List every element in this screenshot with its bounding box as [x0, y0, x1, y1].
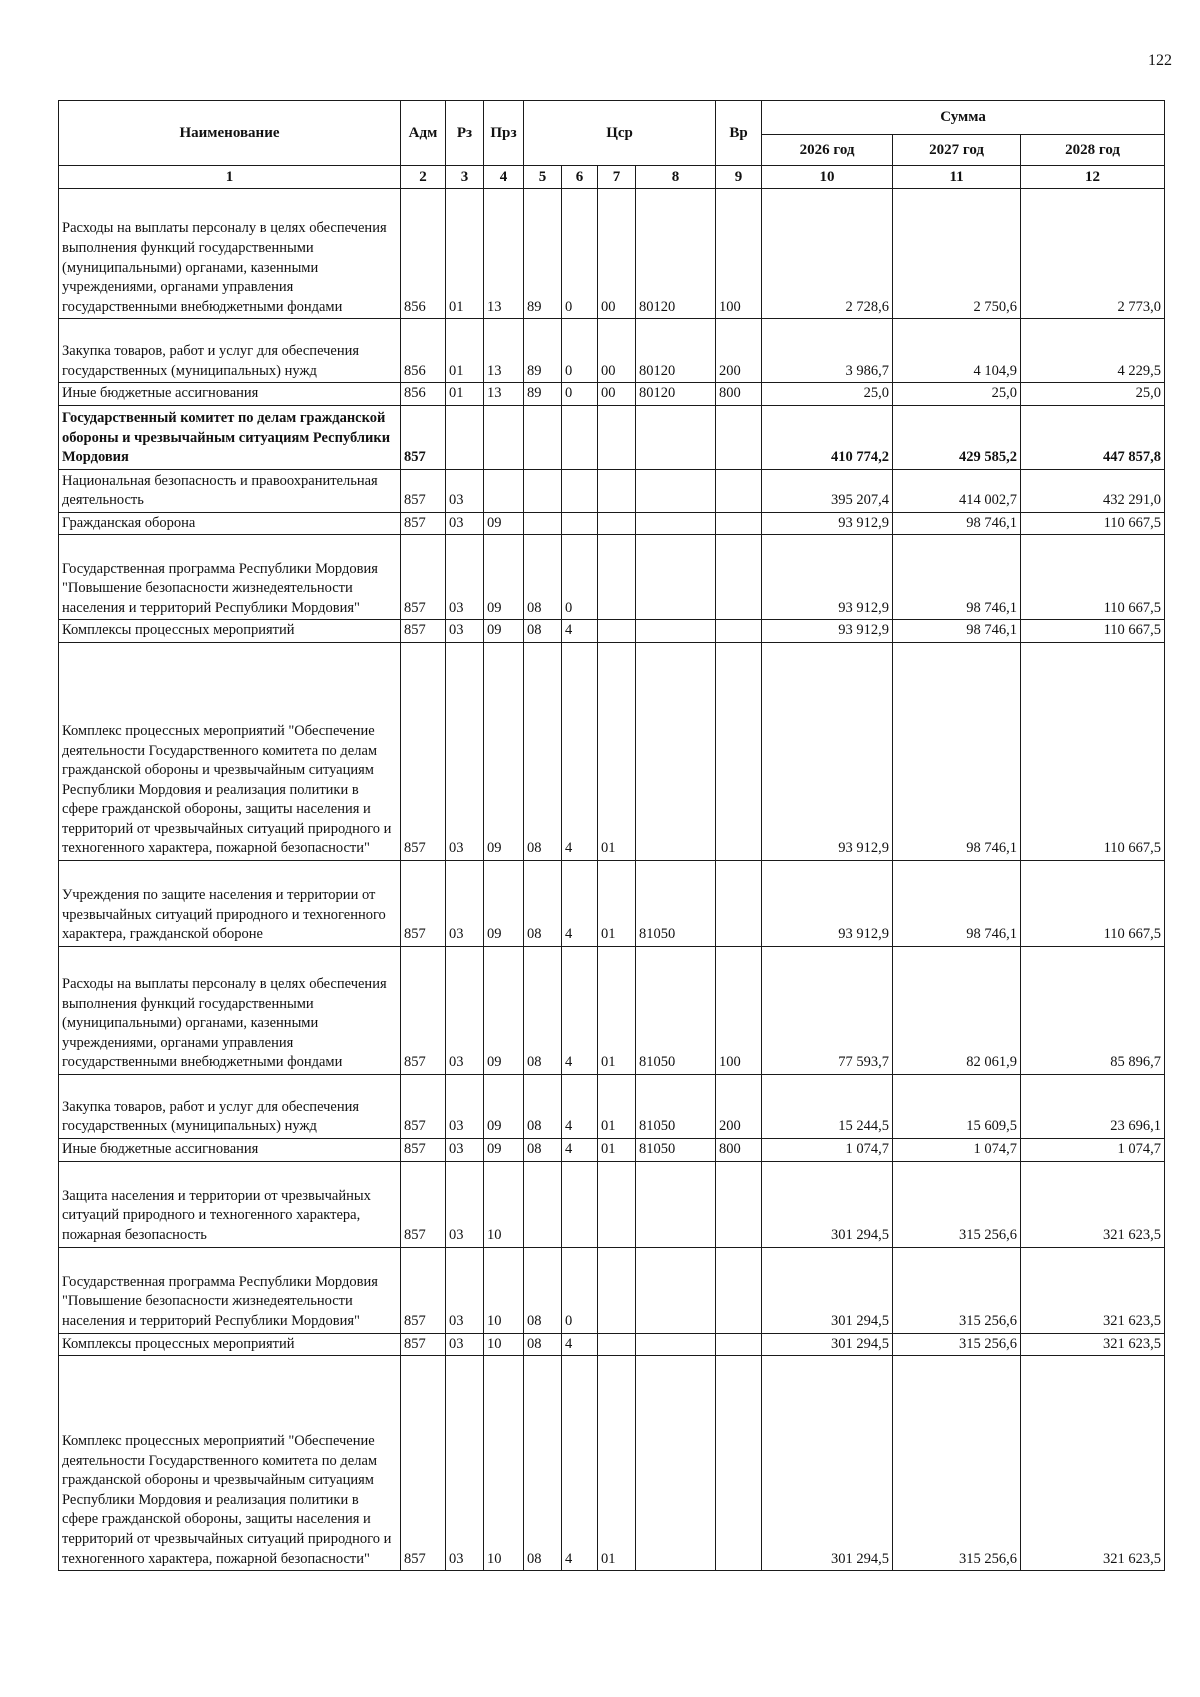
row-rz: 03 — [446, 946, 484, 1074]
row-adm: 857 — [401, 469, 446, 512]
row-sum-2028: 25,0 — [1021, 383, 1165, 406]
row-csr-part-4: 81050 — [636, 860, 716, 946]
row-sum-2028: 2 773,0 — [1021, 189, 1165, 319]
row-rz: 01 — [446, 319, 484, 383]
row-name: Защита населения и территории от чрезвычайных ситуаций природного и техногенного характера, пожарная безопасность — [59, 1161, 401, 1247]
row-csr-part-4 — [636, 1161, 716, 1247]
row-csr-part-3 — [598, 1247, 636, 1333]
table-row — [59, 642, 1165, 860]
row-vr — [716, 469, 762, 512]
row-sum-2027: 429 585,2 — [893, 405, 1021, 469]
row-vr: 100 — [716, 189, 762, 319]
row-csr-part-2: 0 — [562, 535, 598, 620]
table-row — [59, 383, 1165, 406]
row-csr-part-4 — [636, 535, 716, 620]
table-row — [59, 319, 1165, 383]
row-sum-2028: 321 623,5 — [1021, 1356, 1165, 1571]
row-prz: 09 — [484, 1074, 524, 1138]
row-csr-part-1: 08 — [524, 1074, 562, 1138]
row-name: Государственная программа Республики Мордовия "Повышение безопасности жизнедеятельности населения и территорий Республики Мордовия" — [59, 1247, 401, 1333]
row-adm: 857 — [401, 1074, 446, 1138]
row-csr-part-2: 4 — [562, 642, 598, 860]
column-number: 8 — [636, 166, 716, 189]
row-csr-part-3: 01 — [598, 946, 636, 1074]
table-row — [59, 860, 1165, 946]
row-csr-part-2: 0 — [562, 319, 598, 383]
row-sum-2028: 432 291,0 — [1021, 469, 1165, 512]
row-sum-2026: 410 774,2 — [762, 405, 893, 469]
row-csr-part-1: 89 — [524, 383, 562, 406]
row-csr-part-2: 4 — [562, 620, 598, 643]
row-adm: 856 — [401, 383, 446, 406]
row-csr-part-1 — [524, 405, 562, 469]
row-csr-part-1: 08 — [524, 535, 562, 620]
row-prz: 09 — [484, 1138, 524, 1161]
row-sum-2027: 82 061,9 — [893, 946, 1021, 1074]
row-sum-2027: 25,0 — [893, 383, 1021, 406]
row-vr: 200 — [716, 319, 762, 383]
column-number: 11 — [893, 166, 1021, 189]
row-prz: 13 — [484, 319, 524, 383]
row-csr-part-4 — [636, 620, 716, 643]
row-sum-2026: 301 294,5 — [762, 1333, 893, 1356]
row-vr — [716, 1247, 762, 1333]
row-sum-2028: 23 696,1 — [1021, 1074, 1165, 1138]
row-csr-part-2: 4 — [562, 1356, 598, 1571]
row-sum-2027: 414 002,7 — [893, 469, 1021, 512]
row-name: Государственная программа Республики Мордовия "Повышение безопасности жизнедеятельности населения и территорий Республики Мордовия" — [59, 535, 401, 620]
row-csr-part-2: 0 — [562, 189, 598, 319]
row-csr-part-2: 4 — [562, 1074, 598, 1138]
row-name: Комплексы процессных мероприятий — [59, 1333, 401, 1356]
row-rz: 03 — [446, 1247, 484, 1333]
header-adm: Адм — [401, 101, 446, 166]
row-sum-2028: 85 896,7 — [1021, 946, 1165, 1074]
row-csr-part-4 — [636, 642, 716, 860]
row-csr-part-1: 08 — [524, 1138, 562, 1161]
row-csr-part-3: 00 — [598, 319, 636, 383]
row-csr-part-4 — [636, 1356, 716, 1571]
column-number: 7 — [598, 166, 636, 189]
row-rz: 01 — [446, 383, 484, 406]
row-sum-2026: 3 986,7 — [762, 319, 893, 383]
row-sum-2026: 2 728,6 — [762, 189, 893, 319]
row-csr-part-3: 00 — [598, 189, 636, 319]
row-csr-part-1 — [524, 512, 562, 535]
row-sum-2026: 15 244,5 — [762, 1074, 893, 1138]
row-csr-part-1 — [524, 1161, 562, 1247]
row-csr-part-4: 80120 — [636, 189, 716, 319]
row-adm: 857 — [401, 405, 446, 469]
row-sum-2026: 93 912,9 — [762, 535, 893, 620]
row-csr-part-1: 08 — [524, 1333, 562, 1356]
row-sum-2028: 447 857,8 — [1021, 405, 1165, 469]
row-csr-part-2: 4 — [562, 1333, 598, 1356]
row-vr: 100 — [716, 946, 762, 1074]
row-sum-2027: 98 746,1 — [893, 535, 1021, 620]
column-number: 5 — [524, 166, 562, 189]
row-adm: 857 — [401, 512, 446, 535]
row-sum-2027: 315 256,6 — [893, 1247, 1021, 1333]
row-csr-part-3 — [598, 405, 636, 469]
row-vr — [716, 535, 762, 620]
table-row — [59, 535, 1165, 620]
row-csr-part-1: 08 — [524, 1247, 562, 1333]
header-year-2028: 2028 год — [1021, 135, 1165, 166]
row-vr — [716, 642, 762, 860]
row-vr — [716, 1356, 762, 1571]
row-prz: 10 — [484, 1161, 524, 1247]
row-adm: 857 — [401, 620, 446, 643]
column-number: 4 — [484, 166, 524, 189]
row-sum-2026: 395 207,4 — [762, 469, 893, 512]
header-prz: Прз — [484, 101, 524, 166]
row-adm: 857 — [401, 1356, 446, 1571]
row-adm: 857 — [401, 535, 446, 620]
row-name: Иные бюджетные ассигнования — [59, 383, 401, 406]
header-year-2026: 2026 год — [762, 135, 893, 166]
row-sum-2026: 93 912,9 — [762, 512, 893, 535]
row-csr-part-4 — [636, 1247, 716, 1333]
row-adm: 856 — [401, 319, 446, 383]
row-prz: 09 — [484, 535, 524, 620]
table-row — [59, 469, 1165, 512]
row-csr-part-3 — [598, 512, 636, 535]
header-row-1 — [59, 101, 1165, 135]
row-sum-2027: 98 746,1 — [893, 860, 1021, 946]
header-rz: Рз — [446, 101, 484, 166]
row-name: Национальная безопасность и правоохранительная деятельность — [59, 469, 401, 512]
row-name: Гражданская оборона — [59, 512, 401, 535]
row-csr-part-3 — [598, 469, 636, 512]
row-sum-2027: 98 746,1 — [893, 620, 1021, 643]
row-vr — [716, 405, 762, 469]
row-sum-2027: 1 074,7 — [893, 1138, 1021, 1161]
row-csr-part-3: 01 — [598, 1138, 636, 1161]
row-prz: 10 — [484, 1333, 524, 1356]
row-rz: 03 — [446, 1356, 484, 1571]
row-csr-part-1: 89 — [524, 189, 562, 319]
row-sum-2028: 110 667,5 — [1021, 512, 1165, 535]
row-name: Расходы на выплаты персоналу в целях обеспечения выполнения функций государственными (муниципальными) органами, казенными учреждениями, органами управления государственными внебюджетными фондами — [59, 189, 401, 319]
row-sum-2026: 301 294,5 — [762, 1247, 893, 1333]
row-prz: 13 — [484, 189, 524, 319]
row-sum-2028: 110 667,5 — [1021, 620, 1165, 643]
row-sum-2026: 301 294,5 — [762, 1161, 893, 1247]
table-row — [59, 1333, 1165, 1356]
row-csr-part-4: 81050 — [636, 1074, 716, 1138]
row-sum-2026: 93 912,9 — [762, 620, 893, 643]
header-csr: Цср — [524, 101, 716, 166]
row-rz: 03 — [446, 1074, 484, 1138]
row-csr-part-3: 01 — [598, 1356, 636, 1571]
row-sum-2028: 110 667,5 — [1021, 642, 1165, 860]
row-csr-part-3: 01 — [598, 642, 636, 860]
column-number: 12 — [1021, 166, 1165, 189]
row-csr-part-3: 01 — [598, 1074, 636, 1138]
row-csr-part-4 — [636, 1333, 716, 1356]
row-prz: 10 — [484, 1247, 524, 1333]
row-csr-part-1: 08 — [524, 946, 562, 1074]
row-csr-part-1 — [524, 469, 562, 512]
row-sum-2028: 321 623,5 — [1021, 1161, 1165, 1247]
row-csr-part-4: 80120 — [636, 319, 716, 383]
row-sum-2026: 25,0 — [762, 383, 893, 406]
page-number: 122 — [1148, 52, 1172, 69]
row-csr-part-4: 81050 — [636, 1138, 716, 1161]
table-row — [59, 1074, 1165, 1138]
row-sum-2026: 93 912,9 — [762, 860, 893, 946]
row-csr-part-2 — [562, 405, 598, 469]
table-row — [59, 620, 1165, 643]
budget-table — [58, 100, 1165, 1571]
row-sum-2027: 315 256,6 — [893, 1356, 1021, 1571]
row-rz: 03 — [446, 860, 484, 946]
row-prz: 09 — [484, 512, 524, 535]
row-name: Комплекс процессных мероприятий "Обеспечение деятельности Государственного комитета по делам гражданской обороны и чрезвычайным ситуациям Республики Мордовия и реализация политики в сфере гражданской обороны, защиты населения и территорий от чрезвычайных ситуаций природного и техногенного характера, пожарной безопасности" — [59, 642, 401, 860]
row-rz: 03 — [446, 1333, 484, 1356]
row-prz: 10 — [484, 1356, 524, 1571]
table-row — [59, 1161, 1165, 1247]
row-csr-part-1: 89 — [524, 319, 562, 383]
row-csr-part-4: 81050 — [636, 946, 716, 1074]
row-csr-part-3: 01 — [598, 860, 636, 946]
row-adm: 857 — [401, 1247, 446, 1333]
table-row — [59, 946, 1165, 1074]
row-name: Расходы на выплаты персоналу в целях обеспечения выполнения функций государственными (муниципальными) органами, казенными учреждениями, органами управления государственными внебюджетными фондами — [59, 946, 401, 1074]
row-name: Комплекс процессных мероприятий "Обеспечение деятельности Государственного комитета по делам гражданской обороны и чрезвычайным ситуациям Республики Мордовия и реализация политики в сфере гражданской обороны, защиты населения и территорий от чрезвычайных ситуаций природного и техногенного характера, пожарной безопасности" — [59, 1356, 401, 1571]
header-vr: Вр — [716, 101, 762, 166]
column-number: 3 — [446, 166, 484, 189]
row-rz: 03 — [446, 642, 484, 860]
column-number: 2 — [401, 166, 446, 189]
row-csr-part-1: 08 — [524, 620, 562, 643]
row-adm: 857 — [401, 1138, 446, 1161]
row-name: Комплексы процессных мероприятий — [59, 620, 401, 643]
row-adm: 857 — [401, 946, 446, 1074]
row-csr-part-4 — [636, 512, 716, 535]
row-rz: 03 — [446, 469, 484, 512]
row-csr-part-2: 4 — [562, 1138, 598, 1161]
row-rz: 01 — [446, 189, 484, 319]
row-prz: 09 — [484, 642, 524, 860]
row-sum-2028: 321 623,5 — [1021, 1333, 1165, 1356]
table-row — [59, 405, 1165, 469]
row-csr-part-1: 08 — [524, 860, 562, 946]
row-adm: 857 — [401, 1161, 446, 1247]
row-name: Иные бюджетные ассигнования — [59, 1138, 401, 1161]
row-csr-part-1: 08 — [524, 642, 562, 860]
row-csr-part-2 — [562, 469, 598, 512]
row-csr-part-4 — [636, 405, 716, 469]
row-csr-part-4: 80120 — [636, 383, 716, 406]
row-csr-part-2: 4 — [562, 860, 598, 946]
row-prz — [484, 469, 524, 512]
row-rz — [446, 405, 484, 469]
column-number: 9 — [716, 166, 762, 189]
table-row — [59, 189, 1165, 319]
table-row — [59, 1356, 1165, 1571]
row-csr-part-2: 0 — [562, 1247, 598, 1333]
row-vr: 800 — [716, 383, 762, 406]
row-vr — [716, 860, 762, 946]
row-prz: 13 — [484, 383, 524, 406]
row-csr-part-2: 4 — [562, 946, 598, 1074]
row-sum-2026: 93 912,9 — [762, 642, 893, 860]
row-csr-part-3 — [598, 620, 636, 643]
column-number: 1 — [59, 166, 401, 189]
row-sum-2026: 77 593,7 — [762, 946, 893, 1074]
row-vr: 800 — [716, 1138, 762, 1161]
row-name: Закупка товаров, работ и услуг для обеспечения государственных (муниципальных) нужд — [59, 1074, 401, 1138]
row-adm: 857 — [401, 1333, 446, 1356]
row-sum-2028: 1 074,7 — [1021, 1138, 1165, 1161]
row-csr-part-4 — [636, 469, 716, 512]
row-prz: 09 — [484, 860, 524, 946]
row-vr — [716, 512, 762, 535]
row-sum-2028: 4 229,5 — [1021, 319, 1165, 383]
row-name: Закупка товаров, работ и услуг для обеспечения государственных (муниципальных) нужд — [59, 319, 401, 383]
row-sum-2027: 315 256,6 — [893, 1161, 1021, 1247]
row-vr: 200 — [716, 1074, 762, 1138]
row-rz: 03 — [446, 535, 484, 620]
row-vr — [716, 1161, 762, 1247]
row-csr-part-3 — [598, 1161, 636, 1247]
row-adm: 857 — [401, 860, 446, 946]
row-sum-2028: 110 667,5 — [1021, 860, 1165, 946]
row-csr-part-3: 00 — [598, 383, 636, 406]
row-rz: 03 — [446, 512, 484, 535]
row-csr-part-3 — [598, 1333, 636, 1356]
row-vr — [716, 1333, 762, 1356]
row-sum-2026: 1 074,7 — [762, 1138, 893, 1161]
row-name: Учреждения по защите населения и территории от чрезвычайных ситуаций природного и техногенного характера, гражданской обороне — [59, 860, 401, 946]
column-number: 6 — [562, 166, 598, 189]
column-number-row — [59, 166, 1165, 189]
row-vr — [716, 620, 762, 643]
row-sum-2026: 301 294,5 — [762, 1356, 893, 1571]
row-csr-part-2: 0 — [562, 383, 598, 406]
row-rz: 03 — [446, 1161, 484, 1247]
row-csr-part-3 — [598, 535, 636, 620]
table-row — [59, 512, 1165, 535]
row-sum-2027: 4 104,9 — [893, 319, 1021, 383]
row-sum-2027: 98 746,1 — [893, 512, 1021, 535]
row-sum-2028: 321 623,5 — [1021, 1247, 1165, 1333]
row-prz — [484, 405, 524, 469]
row-rz: 03 — [446, 620, 484, 643]
row-csr-part-1: 08 — [524, 1356, 562, 1571]
row-rz: 03 — [446, 1138, 484, 1161]
table-row — [59, 1138, 1165, 1161]
header-year-2027: 2027 год — [893, 135, 1021, 166]
row-adm: 857 — [401, 642, 446, 860]
row-sum-2027: 15 609,5 — [893, 1074, 1021, 1138]
row-name: Государственный комитет по делам гражданской обороны и чрезвычайным ситуациям Республики Мордовия — [59, 405, 401, 469]
row-sum-2028: 110 667,5 — [1021, 535, 1165, 620]
row-prz: 09 — [484, 620, 524, 643]
header-sum: Сумма — [762, 101, 1165, 135]
row-csr-part-2 — [562, 512, 598, 535]
row-adm: 856 — [401, 189, 446, 319]
table-row — [59, 1247, 1165, 1333]
header-name: Наименование — [59, 101, 401, 166]
column-number: 10 — [762, 166, 893, 189]
row-sum-2027: 2 750,6 — [893, 189, 1021, 319]
row-sum-2027: 98 746,1 — [893, 642, 1021, 860]
row-prz: 09 — [484, 946, 524, 1074]
row-csr-part-2 — [562, 1161, 598, 1247]
row-sum-2027: 315 256,6 — [893, 1333, 1021, 1356]
